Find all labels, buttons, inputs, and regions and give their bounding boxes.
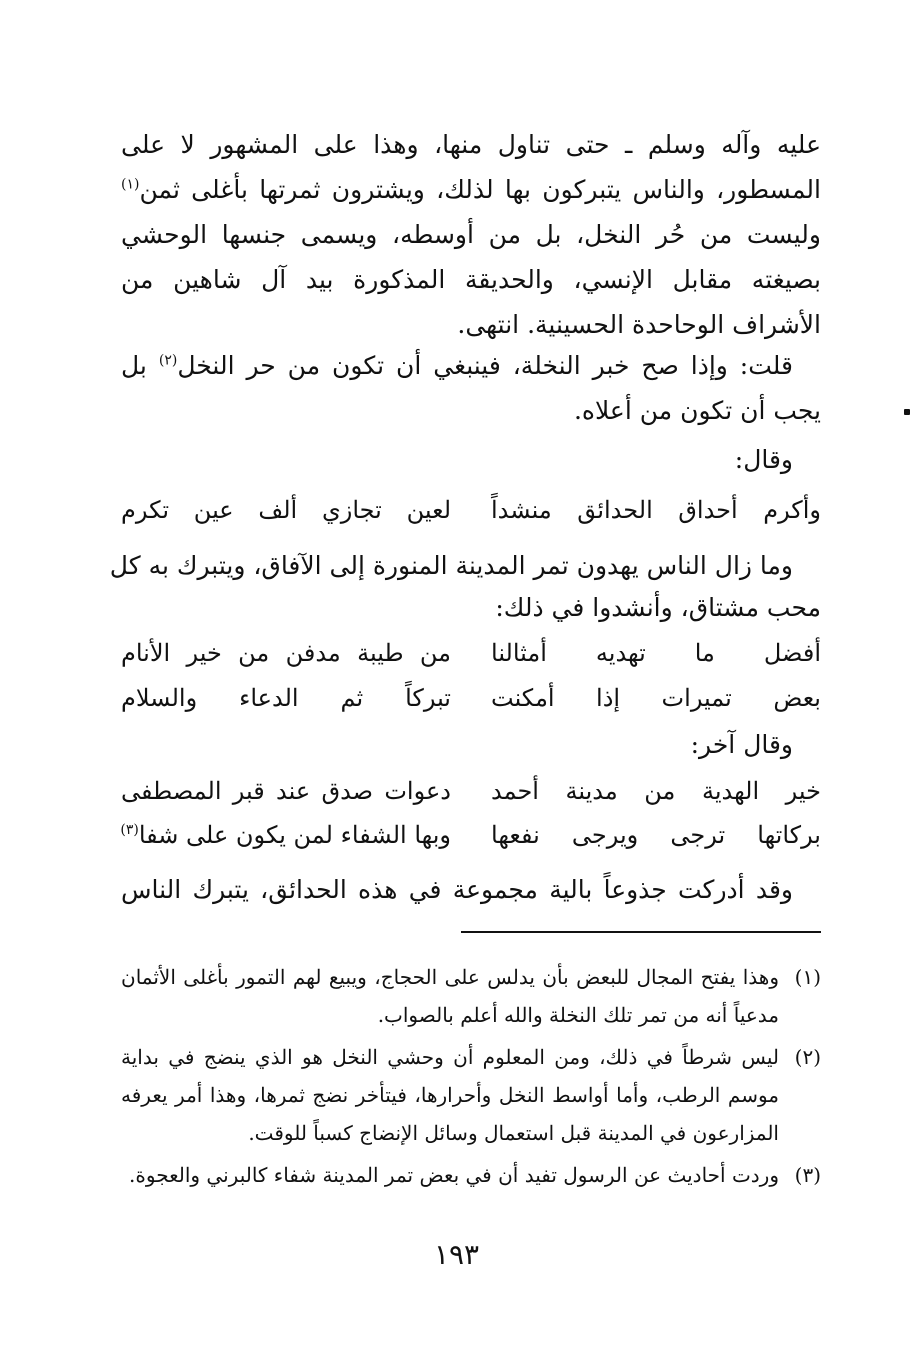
p3-line-1: وما زال الناس يهدون تمر المدينة المنورة إلى الآفاق، ويتبرك به كل [109, 551, 793, 580]
p1-line-4: الإنسي، والحديقة المذكورة بيد آل شاهين من الأشراف الوحاحدة [121, 265, 821, 339]
page-number: ١٩٣ [433, 1238, 480, 1271]
said-intro-2: وقال آخر: [690, 730, 793, 759]
footnote-marker-1: (١) [121, 176, 140, 193]
verse-1-first-hemistich: وأكرم أحداق الحدائق منشداً [491, 496, 821, 524]
verse-3-first-hemistich: بعض تميرات إذا أمكنت [491, 684, 821, 712]
footnote-2-text: ليس شرطاً في ذلك، ومن المعلوم أن وحشي النخل هو الذي ينضج في بداية موسم الرطب، وأما أواسط النخل وأحرارها، فيتأخر نضج ثمرها، وهذا أمر يعرفه المزارعون في المدينة قبل استعمال وسائل الإنضاج كسباً للوقت. [121, 1045, 779, 1145]
footnote-1 [121, 958, 821, 1034]
p1-line-3: حُر النخل، بل من أوسطه، ويسمى جنسها الوحشي بصيغته مقابل [121, 220, 822, 294]
p2-text-b: بل يجب أن تكون من أعلاه. [121, 351, 821, 425]
footnotes [121, 958, 821, 1198]
said-intro-1: وقال: [734, 445, 793, 474]
margin-mark [904, 409, 910, 415]
verse-5-first-hemistich: بركاتها ترجى ويرجى نفعها [491, 821, 821, 849]
footnote-3-text: وردت أحاديث عن الرسول تفيد أن في بعض تمر المدينة شفاء كالبرني والعجوة. [129, 1163, 779, 1187]
verse-5 [121, 815, 821, 855]
verse-4-second-hemistich: دعوات صدق عند قبر المصطفى [121, 777, 451, 805]
footnote-marker-3: (٣) [120, 822, 139, 838]
verse-5-second-hemistich [121, 815, 451, 855]
p1-line-5: الحسينية. انتهى. [457, 310, 625, 339]
footnote-separator [461, 931, 821, 933]
p2-text-a: قلت: وإذا صح خبر النخلة، فينبغي أن تكون من حر النخل [177, 351, 794, 380]
verse-4 [121, 771, 821, 811]
footnote-3 [121, 1156, 821, 1194]
verse-3 [121, 678, 821, 718]
footnote-1-number: (١) [794, 965, 821, 989]
verse-2-second-hemistich: من طيبة مدفن من خير الأنام [121, 639, 451, 667]
verse-5-second-text: وبها الشفاء لمن يكون على شفا [138, 821, 451, 849]
verse-1-second-hemistich: لعين تجازي ألف عين تكرم [121, 496, 451, 524]
footnote-1-text: وهذا يفتح المجال للبعض بأن يدلس على الحجاج، ويبيع لهم التمور بأغلى الأثمان مدعياً أنه من تمر تلك النخلة والله أعلم بالصواب. [121, 965, 779, 1027]
p1-line-2: والناس يتبركون بها لذلك، ويشترون ثمرتها بأغلى ثمن [139, 175, 705, 204]
verse-2-first-hemistich: أفضل ما تهديه أمثالنا [491, 639, 821, 667]
paragraph-2 [121, 343, 821, 433]
p1-line-1: عليه وآله وسلم ـ حتى تناول منها، وهذا على المشهور لا على المسطور، [121, 130, 821, 204]
verse-4-first-hemistich: خير الهدية من مدينة أحمد [491, 777, 821, 805]
footnote-3-number: (٣) [794, 1163, 821, 1187]
footnote-2 [121, 1038, 821, 1152]
verse-3-second-hemistich: تبركاً ثم الدعاء والسلام [121, 684, 451, 712]
verse-2 [121, 633, 821, 673]
paragraph-1 [121, 122, 821, 347]
footnote-marker-2: (٢) [158, 352, 178, 369]
footnote-2-number: (٢) [794, 1045, 821, 1069]
p1-line-2-end: وليست من [699, 220, 821, 249]
verse-1 [121, 490, 821, 530]
p3-line-2: محب مشتاق، وأنشدوا في ذلك: [495, 593, 821, 622]
last-line: وقد أدركت جذوعاً بالية مجموعة في هذه الحدائق، يتبرك الناس [121, 875, 793, 904]
